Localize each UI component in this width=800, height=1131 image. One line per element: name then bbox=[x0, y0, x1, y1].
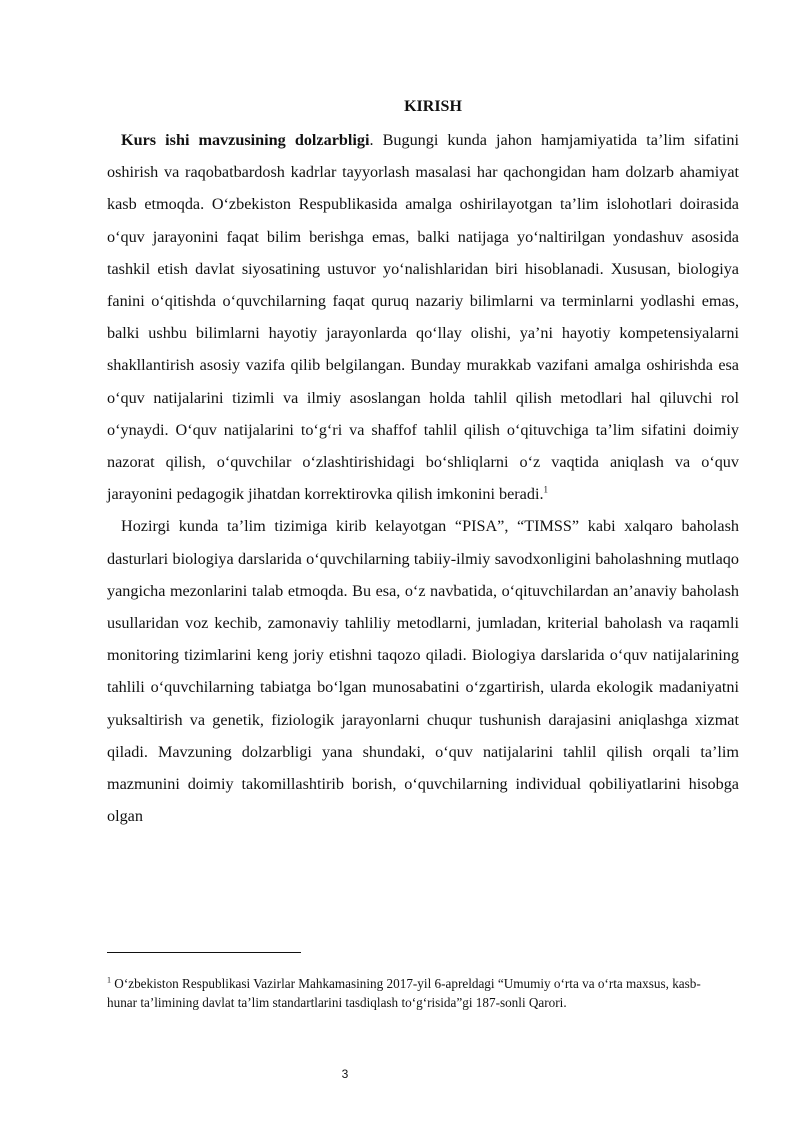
paragraph-lead: Kurs ishi mavzusining dolzarbligi bbox=[121, 131, 370, 149]
section-heading: KIRISH bbox=[404, 98, 462, 115]
paragraph-assessment: Hozirgi kunda ta’lim tizimiga kirib kelayotgan “PISA”, “TIMSS” kabi xalqaro baholash dasturlari biologiya darslarida o‘quvchilarning tabiiy-ilmiy savodxonligini baholashning mutlaqo yangicha mezonlarini talab etmoqda. Bu esa, o‘z navbatida, o‘qituvchilardan an’anaviy baholash usullaridan voz kechib, zamonaviy tahliliy metodlarni, jumladan, kriterial baholash va raqamli monitoring tizimlarini keng joriy etishni taqozo qiladi. Biologiya darslarida o‘quv natijalarining tahlili o‘quvchilarning tabiatga bo‘lgan munosabatini o‘zgartirish, ularda ekologik madaniyatni yuksaltirish va genetik, fiziologik jarayonlarni chuqur tushunish darajasini aniqlashga xizmat qiladi. Mavzuning dolzarbligi yana shundaki, o‘quv natijalarini tahlil qilish orqali ta’lim mazmunini doimiy takomillashtirib borish, o‘quvchilarning individual qobiliyatlarini hisobga olgan bbox=[107, 517, 739, 826]
paragraph-relevance bbox=[107, 124, 739, 510]
footnote-text: O‘zbekiston Respublikasi Vazirlar Mahkamasining 2017-yil 6-apreldagi “Umumiy o‘rta va o‘rta maxsus, kasb-hunar ta’limining davlat ta’lim standartlarini tasdiqlash to‘g‘risida”gi 187-sonli Qarori. bbox=[107, 976, 701, 1010]
footnote bbox=[107, 974, 717, 1012]
paragraph-body: . Bugungi kunda jahon hamjamiyatida ta’lim sifatini oshirish va raqobatbardosh kadrlar tayyorlash masalasi har qachongidan ham dolzarb ahamiyat kasb etmoqda. O‘zbekiston Respublikasida amalga oshirilayotgan ta’lim islohotlari doirasida o‘quv jarayonini faqat bilim berishga emas, balki natijaga yo‘naltirilgan yondashuv asosida tashkil etish davlat siyosatining ustuvor yo‘nalishlaridan biri hisoblanadi. Xususan, biologiya fanini o‘qitishda o‘quvchilarning faqat quruq nazariy bilimlarni va terminlarni yodlashi emas, balki ushbu bilimlarni hayotiy jarayonlarda qo‘llay olishi, ya’ni hayotiy kompetensiyalarni shakllantirish asosiy vazifa qilib belgilangan. Bunday murakkab vazifani amalga oshirishda esa o‘quv natijalarini tizimli va ilmiy asoslangan holda tahlil qilish metodlari hal qiluvchi rol o‘ynaydi. O‘quv natijalarini to‘g‘ri va shaffof tahlil qilish o‘qituvchiga ta’lim sifatini doimiy nazorat qilish, o‘quvchilar o‘zlashtirishidagi bo‘shliqlarni o‘z vaqtida aniqlash va o‘quv jarayonini pedagogik jihatdan korrektirovka qilish imkonini beradi. bbox=[107, 131, 739, 504]
page-number: 3 bbox=[341, 1067, 349, 1081]
footnote-reference[interactable]: 1 bbox=[543, 484, 549, 495]
footnote-divider bbox=[107, 952, 301, 953]
footnote-marker: 1 bbox=[107, 975, 111, 985]
document-page bbox=[107, 90, 739, 832]
